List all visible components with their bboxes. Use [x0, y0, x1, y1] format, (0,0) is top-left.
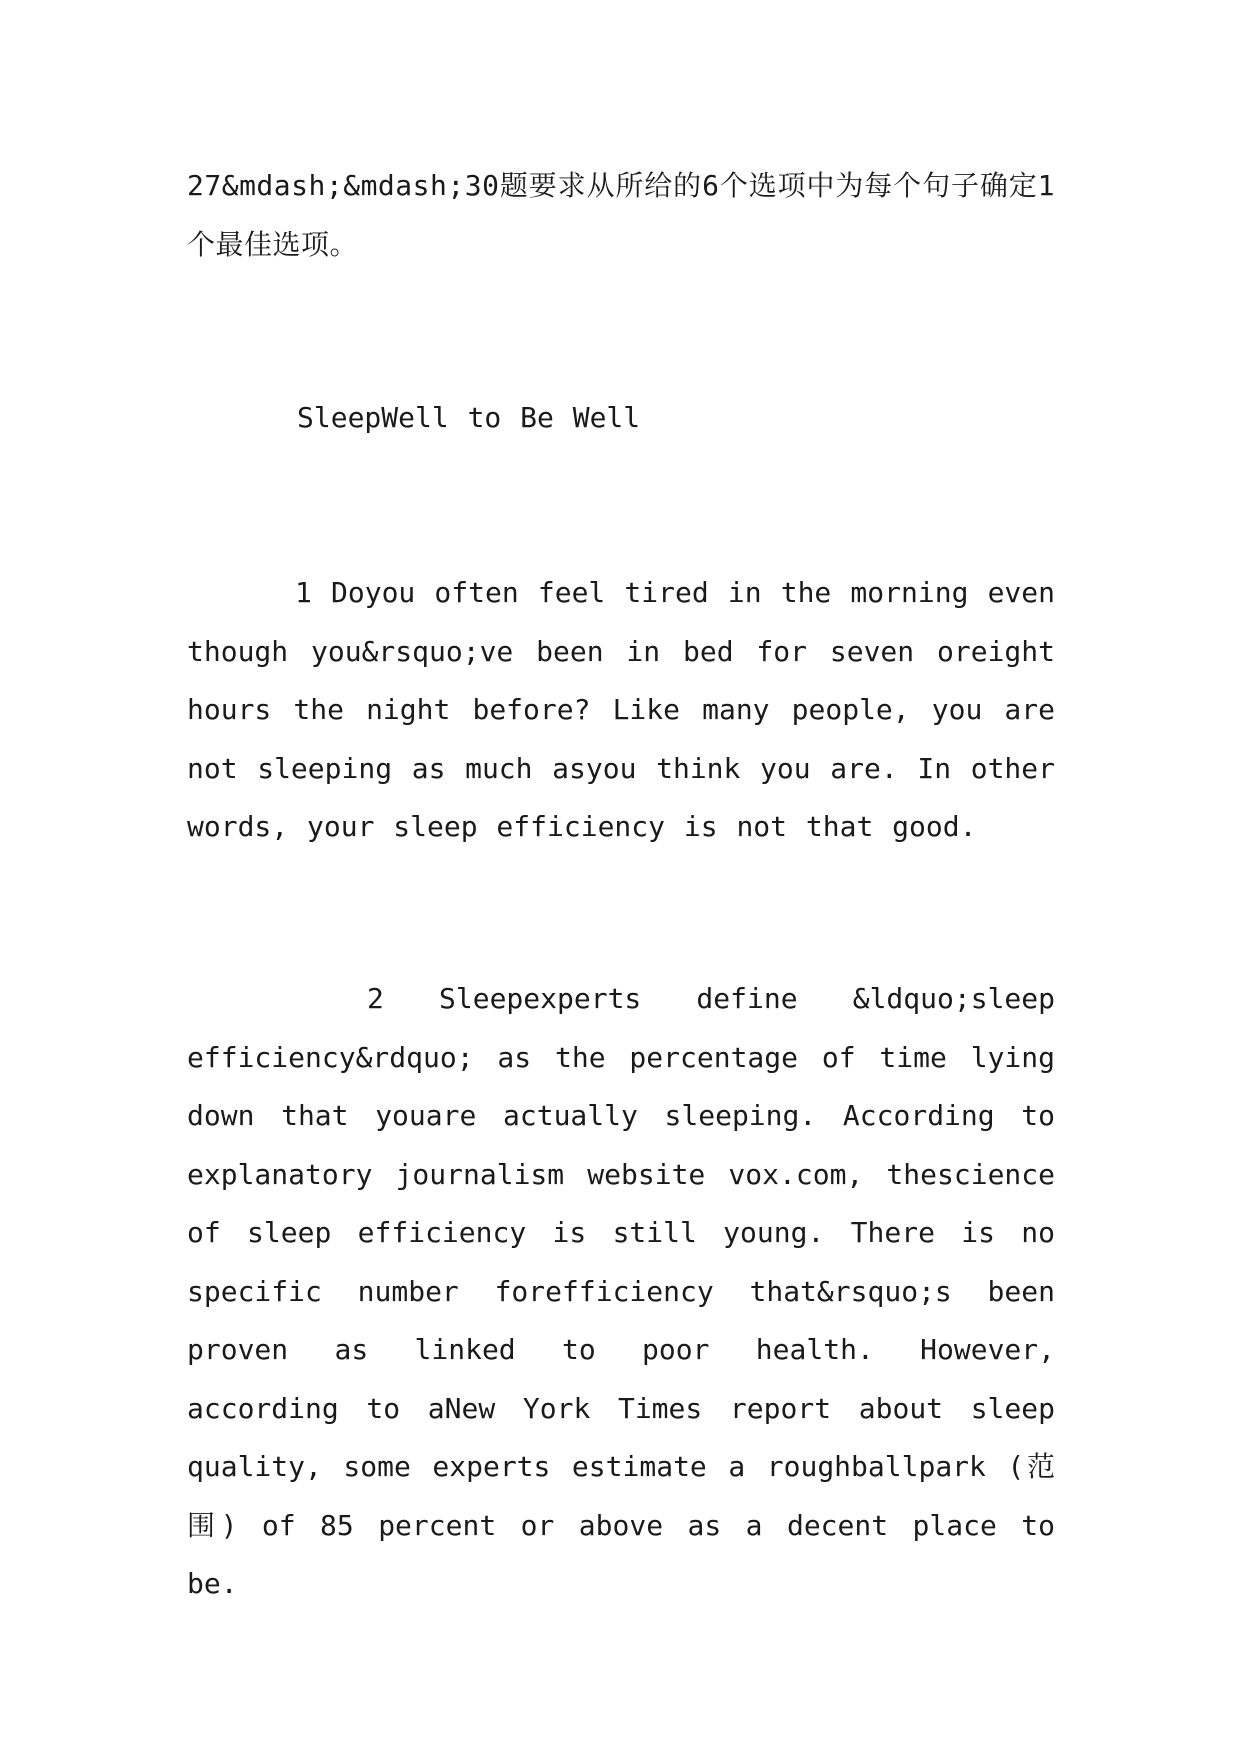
paragraph-1: 1 Doyou often feel tired in the morning even though you&rsquo;ve been in bed for seven oreight hours the night before? Like many people, you are not sleeping as much asyou think you are. In other words, your sleep efficiency is not that good.: [187, 576, 1055, 843]
instruction-text: 27&mdash;&mdash;30题要求从所给的6个选项中为每个句子确定1个最佳选项。: [187, 169, 1055, 261]
article-title: SleepWell to Be Well: [297, 401, 641, 434]
paragraph-2: 2 Sleepexperts define &ldquo;sleep efficiency&rdquo; as the percentage of time lying down that youare actually sleeping. According to explanatory journalism website vox.com, thescience of sleep efficiency is still young. There is no specific number forefficiency that&rsquo;s been proven as linked to poor health. However, according to aNew York Times report about sleep quality, some experts estimate a roughballpark (范围) of 85 percent or above as a decent place to be.: [187, 982, 1055, 1600]
